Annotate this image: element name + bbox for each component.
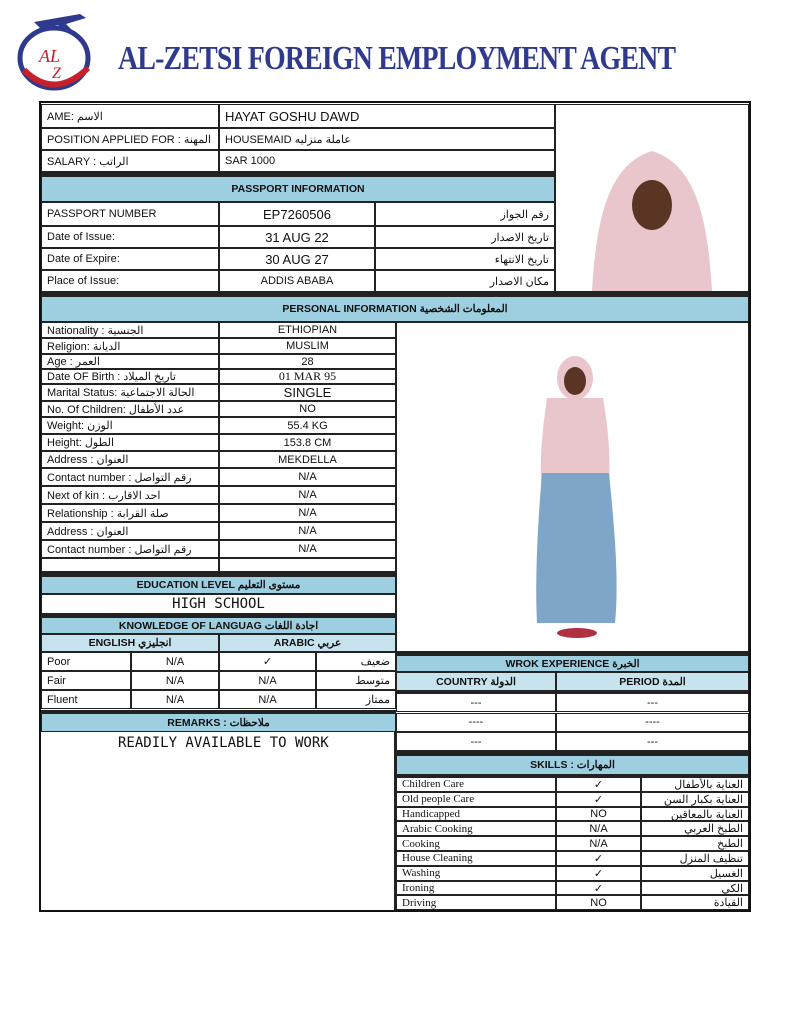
experience-period: ---	[556, 693, 749, 712]
personal-row-label: Contact number : رقم التواصل	[41, 540, 219, 558]
skill-value: N/A	[556, 821, 641, 836]
skill-ar: العناية بكبار السن	[641, 792, 749, 807]
skill-ar: العناية بالمعاقين	[641, 807, 749, 822]
full-body-photo	[396, 322, 749, 652]
expire-date-value: 30 AUG 27	[219, 248, 375, 270]
personal-row-value: 28	[219, 354, 396, 369]
experience-country: ----	[396, 713, 556, 732]
skills-header: SKILLS : المهارات	[396, 755, 749, 775]
arabic-level-value: N/A	[219, 690, 316, 709]
skill-label: Ironing	[396, 881, 556, 896]
personal-row-value: N/A	[219, 486, 396, 504]
personal-row-value: MUSLIM	[219, 338, 396, 354]
skill-ar: القيادة	[641, 895, 749, 910]
issue-date-ar: تاريخ الاصدار	[375, 226, 555, 248]
salary-value: SAR 1000	[219, 150, 555, 172]
skill-value: ✓	[556, 851, 641, 866]
english-level-value: N/A	[131, 671, 219, 690]
skill-label: Old people Care	[396, 792, 556, 807]
skill-label: Driving	[396, 895, 556, 910]
skill-value: ✓	[556, 792, 641, 807]
issue-place-label: Place of Issue:	[41, 270, 219, 292]
name-label: AME: الاسم	[41, 104, 219, 128]
period-header: PERIOD المدة	[556, 672, 749, 691]
skill-value: NO	[556, 807, 641, 822]
personal-row-empty	[219, 558, 396, 572]
personal-row-label: Age : العمر	[41, 354, 219, 369]
skill-ar: الغسيل	[641, 866, 749, 881]
name-value: HAYAT GOSHU DAWD	[219, 104, 555, 128]
issue-date-value: 31 AUG 22	[219, 226, 375, 248]
personal-row-value: ETHIOPIAN	[219, 322, 396, 338]
education-value: HIGH SCHOOL	[41, 594, 396, 614]
experience-country: ---	[396, 732, 556, 751]
english-header: ENGLISH انجليزي	[41, 634, 219, 652]
personal-row-label: Address : العنوان	[41, 451, 219, 468]
position-value: HOUSEMAID عاملة منزليه	[219, 128, 555, 150]
portrait-photo	[555, 104, 749, 292]
experience-header: WROK EXPERIENCE الخبرة	[396, 655, 749, 672]
arabic-level-value: ✓	[219, 652, 316, 671]
personal-row-value: N/A	[219, 468, 396, 486]
skill-label: Cooking	[396, 836, 556, 851]
skill-value: ✓	[556, 866, 641, 881]
country-header: COUNTRY الدولة	[396, 672, 556, 691]
experience-country: ---	[396, 693, 556, 712]
skill-value: ✓	[556, 777, 641, 792]
english-level-value: N/A	[131, 652, 219, 671]
experience-period: ---	[556, 732, 749, 751]
personal-row-value: N/A	[219, 504, 396, 522]
personal-row-label: Address : العنوان	[41, 522, 219, 540]
personal-row-empty	[41, 558, 219, 572]
personal-row-label: Nationality : الجنسية	[41, 322, 219, 338]
personal-row-value: SINGLE	[219, 384, 396, 401]
languages-header: KNOWLEDGE OF LANGUAG اجادة اللغات	[41, 617, 396, 634]
personal-section-header: PERSONAL INFORMATION المعلومات الشخصية	[41, 296, 749, 322]
company-logo	[14, 8, 100, 94]
passport-section-header: PASSPORT INFORMATION	[41, 176, 555, 202]
skill-label: Handicapped	[396, 807, 556, 822]
passport-number-value: EP7260506	[219, 202, 375, 226]
personal-row-label: Religion: الديانة	[41, 338, 219, 354]
issue-place-ar: مكان الاصدار	[375, 270, 555, 292]
salary-label: SALARY : الراتب	[41, 150, 219, 172]
personal-row-label: Relationship : صلة القرابة	[41, 504, 219, 522]
issue-date-label: Date of Issue:	[41, 226, 219, 248]
experience-period: ----	[556, 713, 749, 732]
language-level-label: Fluent	[41, 690, 131, 709]
skill-value: NO	[556, 895, 641, 910]
issue-place-value: ADDIS ABABA	[219, 270, 375, 292]
language-level-ar: ممتاز	[316, 690, 396, 709]
arabic-header: ARABIC عربي	[219, 634, 396, 652]
skill-ar: الطبخ العربي	[641, 821, 749, 836]
passport-number-ar: رقم الجواز	[375, 202, 555, 226]
language-level-ar: متوسط	[316, 671, 396, 690]
remarks-header: REMARKS : ملاحظات	[41, 713, 396, 732]
skill-label: Arabic Cooking	[396, 821, 556, 836]
skill-ar: العناية بالأطفال	[641, 777, 749, 792]
skill-ar: الطبخ	[641, 836, 749, 851]
skill-label: Washing	[396, 866, 556, 881]
personal-row-value: N/A	[219, 522, 396, 540]
svg-text:Z: Z	[52, 65, 61, 82]
expire-date-ar: تاريخ الانتهاء	[375, 248, 555, 270]
expire-date-label: Date of Expire:	[41, 248, 219, 270]
personal-row-label: Weight: الوزن	[41, 417, 219, 434]
personal-row-value: MEKDELLA	[219, 451, 396, 468]
personal-row-value: NO	[219, 401, 396, 417]
personal-row-label: Marital Status: الحالة الاجتماعية	[41, 384, 219, 401]
skill-value: ✓	[556, 881, 641, 896]
svg-text:AL: AL	[39, 46, 61, 66]
language-level-ar: ضعيف	[316, 652, 396, 671]
personal-row-label: Date OF Birth : تاريخ الميلاد	[41, 369, 219, 384]
personal-row-label: Contact number : رقم التواصل	[41, 468, 219, 486]
passport-number-label: PASSPORT NUMBER	[41, 202, 219, 226]
skill-label: Children Care	[396, 777, 556, 792]
personal-row-label: Height: الطول	[41, 434, 219, 451]
language-level-label: Poor	[41, 652, 131, 671]
company-name: AL-ZETSI FOREIGN EMPLOYMENT AGENT	[118, 40, 676, 77]
personal-row-value: N/A	[219, 540, 396, 558]
skill-ar: تنظيف المنزل	[641, 851, 749, 866]
remarks-value: READILY AVAILABLE TO WORK	[118, 735, 329, 751]
education-header: EDUCATION LEVEL مستوى التعليم	[41, 576, 396, 594]
arabic-level-value: N/A	[219, 671, 316, 690]
position-label: POSITION APPLIED FOR : المهنة	[41, 128, 219, 150]
english-level-value: N/A	[131, 690, 219, 709]
personal-row-value: 01 MAR 95	[219, 369, 396, 384]
personal-row-label: Next of kin : احد الاقارب	[41, 486, 219, 504]
skill-value: N/A	[556, 836, 641, 851]
personal-row-value: 55.4 KG	[219, 417, 396, 434]
personal-row-label: No. Of Children: عدد الأطفال	[41, 401, 219, 417]
language-level-label: Fair	[41, 671, 131, 690]
personal-row-value: 153.8 CM	[219, 434, 396, 451]
skill-ar: الكي	[641, 881, 749, 896]
skill-label: House Cleaning	[396, 851, 556, 866]
